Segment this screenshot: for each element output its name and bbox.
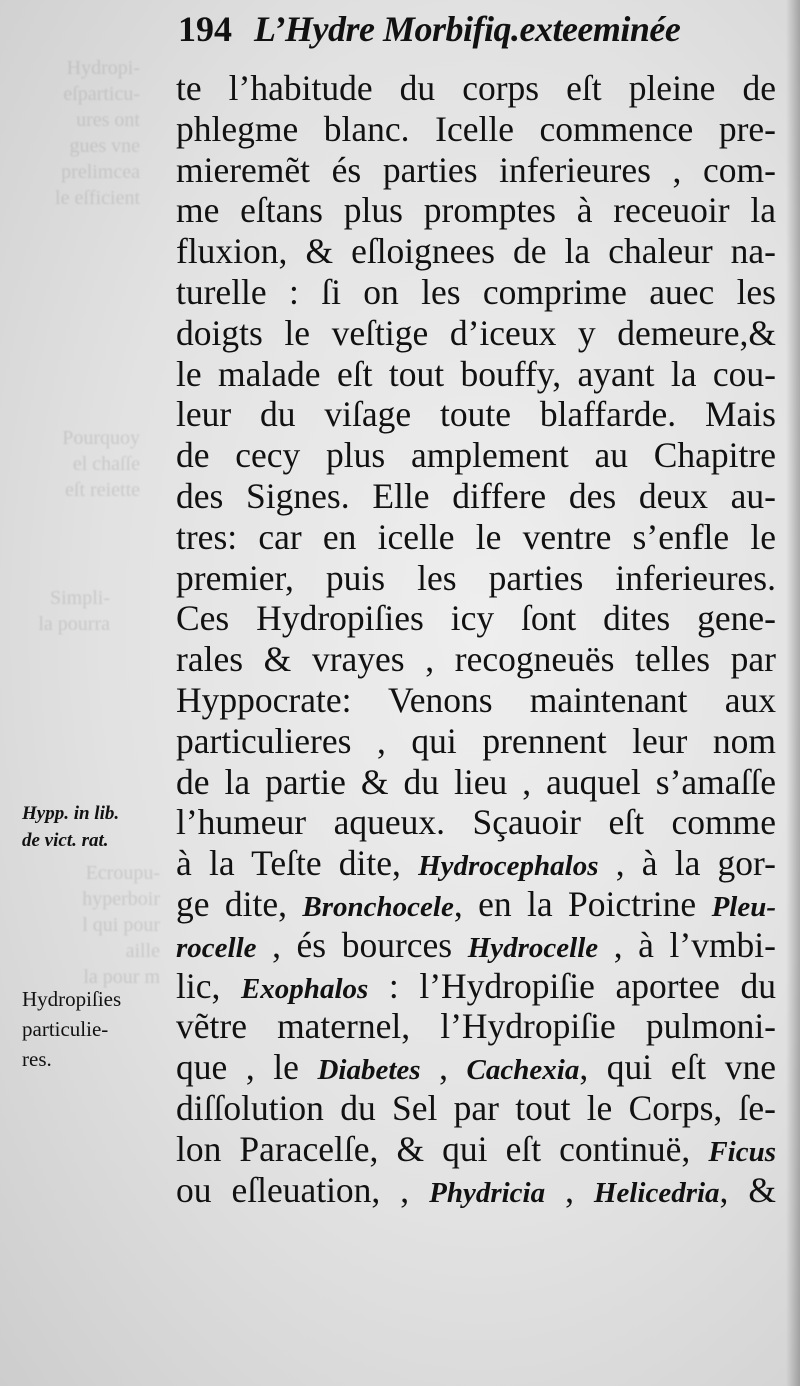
text-line <box>176 843 776 884</box>
text-segment: mieremẽt és parties inferieures , com- <box>176 149 776 190</box>
text-segment: lon Paracelſe, & qui eſt continuë, <box>176 1128 709 1169</box>
text-segment: Ces Hydropiſies icy ſont dites gene- <box>176 598 776 639</box>
text-line <box>176 1006 776 1047</box>
margin-note-line: particulie- <box>22 1017 109 1041</box>
body-text <box>176 68 776 1210</box>
text-segment: de cecy plus amplement au Chapitre <box>176 435 776 476</box>
text-line <box>176 558 776 599</box>
text-segment: rales & vrayes , recogneuës telles par <box>176 639 776 680</box>
show-through-text: Ecroupu- hyperboir l qui pour aille la pour m <box>82 862 160 988</box>
text-line <box>176 925 776 966</box>
text-line <box>176 1047 776 1088</box>
text-line <box>176 435 776 476</box>
text-line <box>176 966 776 1007</box>
text-segment: de la partie & du lieu , auquel s’amaſſe <box>176 761 776 802</box>
text-line <box>176 1170 776 1211</box>
margin-note-line: de vict. rat. <box>22 830 109 851</box>
italic-term: Bronchocele <box>302 890 454 923</box>
text-segment: tres: car en icelle le ventre s’enfle le <box>176 516 776 557</box>
text-segment: , qui eſt vne <box>579 1047 776 1088</box>
text-segment: des Signes. Elle differe des deux au- <box>176 475 776 516</box>
text-line <box>176 231 776 272</box>
text-segment: que , le <box>176 1047 318 1088</box>
text-segment: , en la Poictrine <box>453 883 712 924</box>
margin-note-reference <box>22 800 119 854</box>
text-line <box>176 802 776 843</box>
italic-term: Cachexia <box>466 1054 580 1087</box>
text-segment: leur du viſage toute blaffarde. Mais <box>176 394 776 435</box>
show-through-text: Pourquoy el chaſſe eſt reiette <box>62 427 140 501</box>
margin-note-line: res. <box>22 1047 52 1071</box>
text-line <box>176 762 776 803</box>
italic-term: Diabetes <box>317 1054 421 1087</box>
text-line <box>176 1088 776 1129</box>
italic-term: Phydricia <box>429 1176 546 1209</box>
text-segment: à la Teſte dite, <box>176 843 419 884</box>
text-line <box>176 476 776 517</box>
italic-term: Helicedria <box>593 1176 720 1209</box>
text-line <box>176 109 776 150</box>
text-segment: phlegme blanc. Icelle commence pre- <box>176 108 776 149</box>
text-segment: premier, puis les parties inferieures. <box>176 557 776 598</box>
text-line <box>176 884 776 925</box>
page-number: 194 <box>178 9 232 49</box>
text-segment: , & <box>719 1169 776 1210</box>
text-line <box>176 394 776 435</box>
text-line <box>176 150 776 191</box>
text-line <box>176 68 776 109</box>
show-through-text: Simpli- la pourra <box>38 587 110 635</box>
italic-term: Ficus <box>708 1135 776 1168</box>
text-segment: , és bources <box>256 924 468 965</box>
text-line <box>176 517 776 558</box>
text-segment: lic, <box>176 965 241 1006</box>
page-gutter-shadow <box>786 0 800 1386</box>
text-segment: , à l’vmbi- <box>598 924 776 965</box>
text-line <box>176 639 776 680</box>
text-segment: particulieres , qui prennent leur nom <box>176 720 776 761</box>
text-segment: le malade eſt tout bouffy, ayant la cou- <box>176 353 776 394</box>
italic-term: Pleu- <box>711 890 776 923</box>
text-line <box>176 190 776 231</box>
text-segment: ou eſleuation, , <box>176 1169 430 1210</box>
text-segment: doigts le veſtige d’iceux y demeure,& <box>176 312 776 353</box>
text-segment: Hyppocrate: Venons maintenant aux <box>176 679 776 720</box>
text-segment: l’humeur aqueux. Sçauoir eſt comme <box>176 802 776 843</box>
text-segment: , <box>420 1047 467 1088</box>
italic-term: rocelle <box>176 931 257 964</box>
text-line <box>176 1129 776 1170</box>
italic-term: Hydrocephalos <box>418 850 599 883</box>
text-segment: vẽtre maternel, l’Hydropiſie pulmoni- <box>176 1006 776 1047</box>
text-line <box>176 272 776 313</box>
text-segment: fluxion, & eſloignees de la chaleur na- <box>176 231 776 272</box>
italic-term: Hydrocelle <box>467 931 599 964</box>
text-line <box>176 680 776 721</box>
text-line <box>176 721 776 762</box>
text-line <box>176 354 776 395</box>
italic-term: Exophalos <box>240 972 369 1005</box>
text-segment: diſſolution du Sel par tout le Corps, ſe- <box>176 1087 776 1128</box>
text-segment: me eſtans plus promptes à receuoir la <box>176 190 776 231</box>
margin-note-hydropisies <box>22 984 121 1074</box>
margin-note-line: Hypp. in lib. <box>22 803 120 824</box>
text-segment: , <box>545 1169 594 1210</box>
text-segment: turelle : ſi on les comprime auec les <box>176 271 776 312</box>
show-through-text: Hydropi- eſparticu- ures ont gues vne prelimcea le eſficient <box>55 57 140 209</box>
page-header <box>178 8 798 66</box>
margin-note-line: Hydropiſies <box>22 987 122 1011</box>
running-title: L’Hydre Morbifiq.exteeminée <box>254 9 681 49</box>
text-line <box>176 598 776 639</box>
text-line <box>176 313 776 354</box>
text-segment: ge dite, <box>176 883 303 924</box>
text-segment: , à la gor- <box>598 843 776 884</box>
text-segment: : l’Hydropiſie aportee du <box>368 965 777 1006</box>
text-segment: te l’habitude du corps eſt pleine de <box>176 68 776 108</box>
